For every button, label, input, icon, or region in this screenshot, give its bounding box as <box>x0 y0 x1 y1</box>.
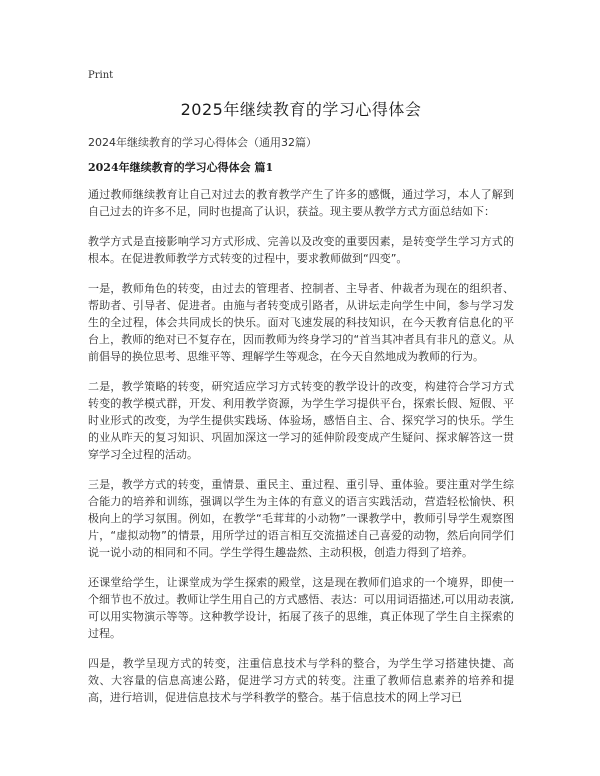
print-label[interactable]: Print <box>88 70 114 81</box>
paragraph-6: 还课堂给学生，让课堂成为学生探索的殿堂，这是现在教师们追求的一个境界，即使一个细节也不放过。教师让学生用自己的方式感悟、表达：可以用词语描述,可以用动表演,可以用实物演示等等。这种教学设计，拓展了孩子的思维，真正体现了学生自主探索的过程。 <box>88 576 514 640</box>
document-title: 2025年继续教育的学习心得体会 <box>180 100 422 119</box>
paragraph-1: 通过教师继续教育让自己对过去的教育教学产生了许多的感慨，通过学习，本人了解到自己过去的许多不足，同时也提高了认识，获益。现主要从教学方式方面总结如下： <box>88 188 514 218</box>
paragraph-2: 教学方式是直接影响学习方式形成、完善以及改变的重要因素，是转变学生学习方式的根本。在促进教师教学方式转变的过程中，要求教师做到“四变”。 <box>88 235 514 265</box>
document-subtitle: 2024年继续教育的学习心得体会（通用32篇） <box>88 136 317 149</box>
paragraph-5: 三是，教学方式的转变，重情景、重民主、重过程、重引导、重体验。要注重对学生综合能力的培养和训练，强调以学生为主体的有意义的语言实践活动，营造轻松愉快、积极向上的学习氛围。例如，在教学“毛茸茸的小动物”一课教学中，教师引导学生观察图片，“虚拟动物”的情景，用所学过的语言相互交流描述自己喜爱的动物，然后向同学们说一说小动的相同和不同。学生学得生趣盎然、主动积极，创造力得到了培养。 <box>88 478 514 559</box>
paragraph-3: 一是，教师角色的转变，由过去的管理者、控制者、主导者、仲裁者为现在的组织者、帮助者、引导者、促进者。由施与者转变成引路者，从讲坛走向学生中间，参与学习发生的全过程，体会共同成长的快乐。面对飞速发展的科技知识，在今天教育信息化的平台上，教师的绝对已不复存在，因而教师为终身学习的“首当其冲者具有非凡的意义。从前倡导的换位思考、思维平等、理解学生等观念，在今天自然地成为教师的行为。 <box>88 282 514 363</box>
section-heading: 2024年继续教育的学习心得体会 篇1 <box>88 161 274 174</box>
body-text <box>88 186 514 719</box>
paragraph-7: 四是，教学呈现方式的转变，注重信息技术与学科的整合，为学生学习搭建快捷、高效、大容量的信息高速公路，促进学习方式的转变。注重了教师信息素养的培养和提高，进行培训，促进信息技术与学科教学的整合。基于信息技术的网上学习已 <box>88 657 514 704</box>
paragraph-4: 二是，教学策略的转变，研究适应学习方式转变的教学设计的改变，构建符合学习方式转变的教学模式群，开发、利用教学资源，为学生学习提供平台，探索长假、短假、平时业形式的改变，为学生提供实践场、体验场，感悟自主、合、探究学习的快乐。学生的业从昨天的复习知识、巩固加深这一学习的延伸阶段变成产生疑问、探求解答这一贯穿学习全过程的活动。 <box>88 380 514 461</box>
